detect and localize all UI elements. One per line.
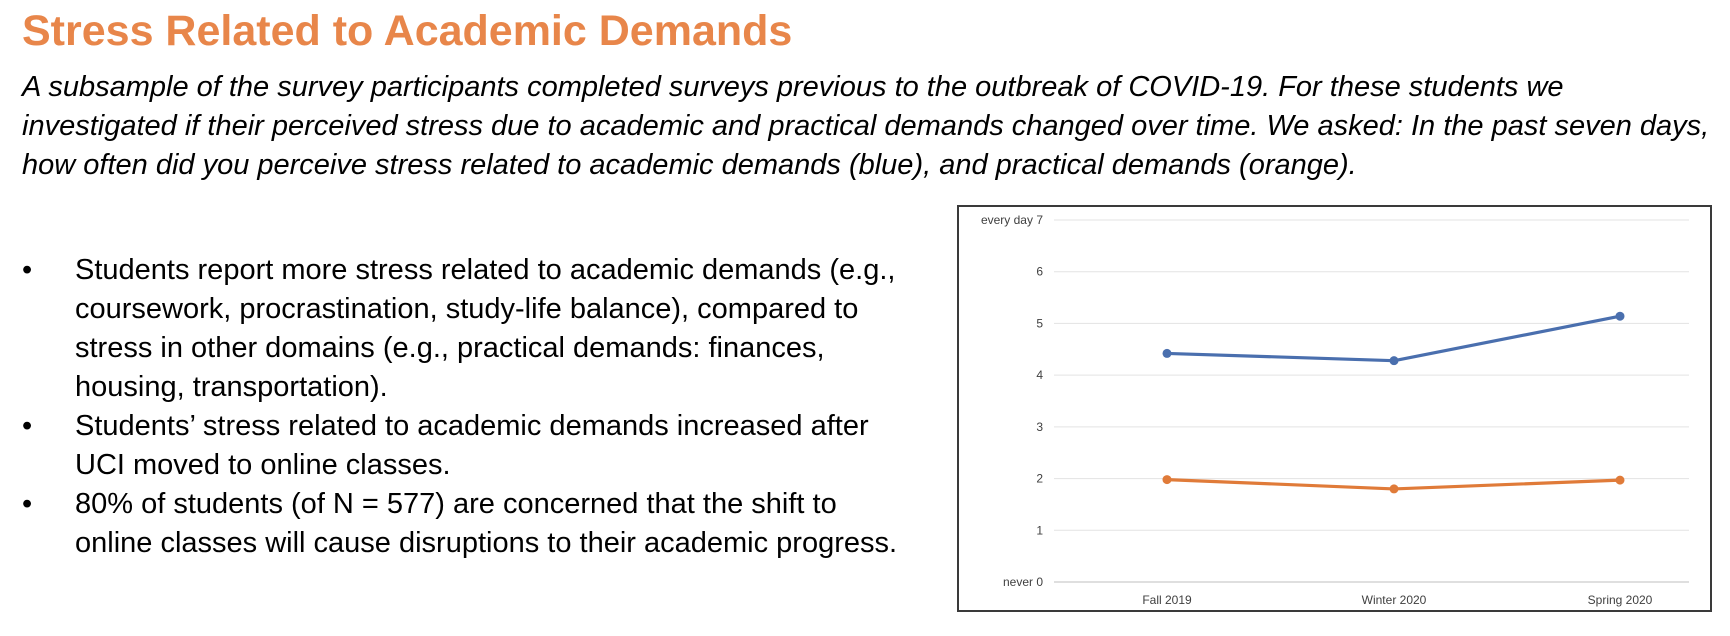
x-tick-label: Fall 2019 (1142, 593, 1192, 607)
y-tick-label: 3 (1036, 419, 1043, 434)
chart-svg (959, 207, 1710, 610)
data-point-academic (1616, 312, 1625, 321)
data-point-academic (1390, 356, 1399, 365)
data-point-academic (1163, 349, 1172, 358)
y-tick-label: never 0 (1002, 575, 1043, 589)
slide-title: Stress Related to Academic Demands (22, 7, 793, 55)
data-point-practical (1390, 484, 1399, 493)
y-tick-label: 1 (1036, 523, 1043, 538)
bullet-icon: • (22, 488, 33, 520)
series-line-academic (1167, 316, 1620, 360)
y-tick-label: every day 7 (980, 213, 1043, 227)
y-tick-label: 6 (1036, 264, 1043, 279)
bullet-item (22, 251, 922, 407)
y-tick-label: 5 (1036, 316, 1043, 331)
bullet-list (22, 251, 922, 563)
bullet-item (22, 407, 922, 485)
y-tick-label: 2 (1036, 471, 1043, 486)
bullet-icon: • (22, 254, 33, 286)
bullet-icon: • (22, 410, 33, 442)
stress-line-chart (957, 205, 1712, 612)
x-tick-label: Winter 2020 (1361, 593, 1427, 607)
intro-paragraph: A subsample of the survey participants completed surveys previous to the outbreak of COVID-19. For these students we investigated if their perceived stress due to academic and practical demands changed over time. We asked: In the past seven days, how often did you perceive stress related to academic demands (blue), and practical demands (orange). (22, 71, 1710, 181)
data-point-practical (1616, 476, 1625, 485)
y-tick-label: 4 (1036, 368, 1043, 383)
bullet-text: 80% of students (of N = 577) are concerned that the shift to online classes will cause disruptions to their academic progress. (75, 488, 898, 559)
bullet-item (22, 485, 922, 563)
bullet-text: Students report more stress related to academic demands (e.g., coursework, procrastination, study-life balance), compared to stress in other domains (e.g., practical demands: finances, housing, transportation). (75, 254, 896, 403)
x-tick-label: Spring 2020 (1587, 593, 1653, 607)
bullet-text: Students’ stress related to academic demands increased after UCI moved to online classes. (75, 410, 869, 481)
data-point-practical (1163, 475, 1172, 484)
